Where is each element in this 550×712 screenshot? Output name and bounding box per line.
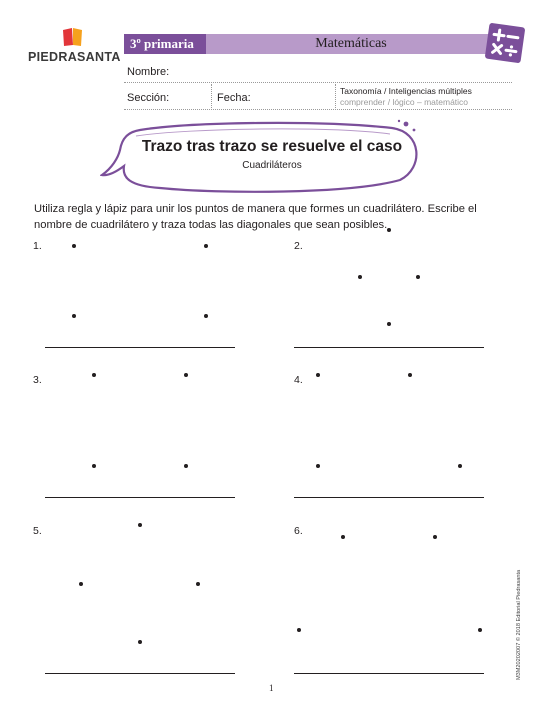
point-dot	[458, 464, 462, 468]
side-code-text: M3M20202007 © 2018 Editorial Piedrasanta	[516, 569, 522, 680]
point-dot	[358, 275, 362, 279]
title-cloud-frame	[100, 118, 430, 198]
point-dot	[416, 275, 420, 279]
section-field-line[interactable]	[124, 109, 512, 110]
taxonomy-label: Taxonomía / Inteligencias múltiples	[340, 86, 472, 96]
field-divider	[211, 84, 212, 110]
point-dot	[387, 322, 391, 326]
point-dot	[138, 640, 142, 644]
point-dot	[72, 244, 76, 248]
date-label: Fecha:	[217, 92, 251, 104]
point-dot	[196, 582, 200, 586]
grade-label: 3º primaria	[124, 34, 206, 54]
subject-title: Matemáticas	[206, 34, 496, 54]
point-dot	[204, 314, 208, 318]
point-dot	[408, 373, 412, 377]
point-dot	[184, 464, 188, 468]
point-dot	[138, 523, 142, 527]
name-label: Nombre:	[127, 66, 170, 78]
worksheet-title: Trazo tras trazo se resuelve el caso	[141, 138, 403, 155]
point-dot	[341, 535, 345, 539]
point-dot	[387, 228, 391, 232]
point-dot	[92, 373, 96, 377]
point-dot	[316, 464, 320, 468]
point-dot	[72, 314, 76, 318]
instructions-text: Utiliza regla y lápiz para unir los puntos de manera que formes un cuadrilátero. Escribe el nombre de cuadrilátero y traza todas las diagonales que sean posibles.	[34, 203, 477, 231]
answer-line[interactable]	[294, 347, 484, 348]
point-dot	[79, 582, 83, 586]
field-divider	[335, 84, 336, 110]
brand-logo-text: PIEDRASANTA	[28, 50, 121, 64]
point-dot	[92, 464, 96, 468]
exercise-number: 5.	[33, 525, 42, 537]
answer-line[interactable]	[45, 347, 235, 348]
taxonomy-values: comprender / lógico – matemático	[340, 97, 469, 107]
answer-line[interactable]	[45, 497, 235, 498]
answer-line[interactable]	[45, 673, 235, 674]
section-label: Sección:	[127, 92, 170, 104]
worksheet-subtitle: Cuadriláteros	[242, 160, 302, 171]
exercise-number: 4.	[294, 374, 303, 386]
exercise-number: 2.	[294, 240, 303, 252]
exercise-number: 6.	[294, 525, 303, 537]
name-field-line[interactable]	[124, 82, 512, 83]
exercise-number: 3.	[33, 374, 42, 386]
book-logo-icon	[62, 27, 84, 47]
point-dot	[297, 628, 301, 632]
math-operations-icon	[485, 23, 526, 64]
answer-line[interactable]	[294, 497, 484, 498]
point-dot	[478, 628, 482, 632]
exercise-number: 1.	[33, 240, 42, 252]
point-dot	[184, 373, 188, 377]
point-dot	[316, 373, 320, 377]
point-dot	[204, 244, 208, 248]
page-number: 1	[269, 683, 274, 693]
answer-line[interactable]	[294, 673, 484, 674]
point-dot	[433, 535, 437, 539]
